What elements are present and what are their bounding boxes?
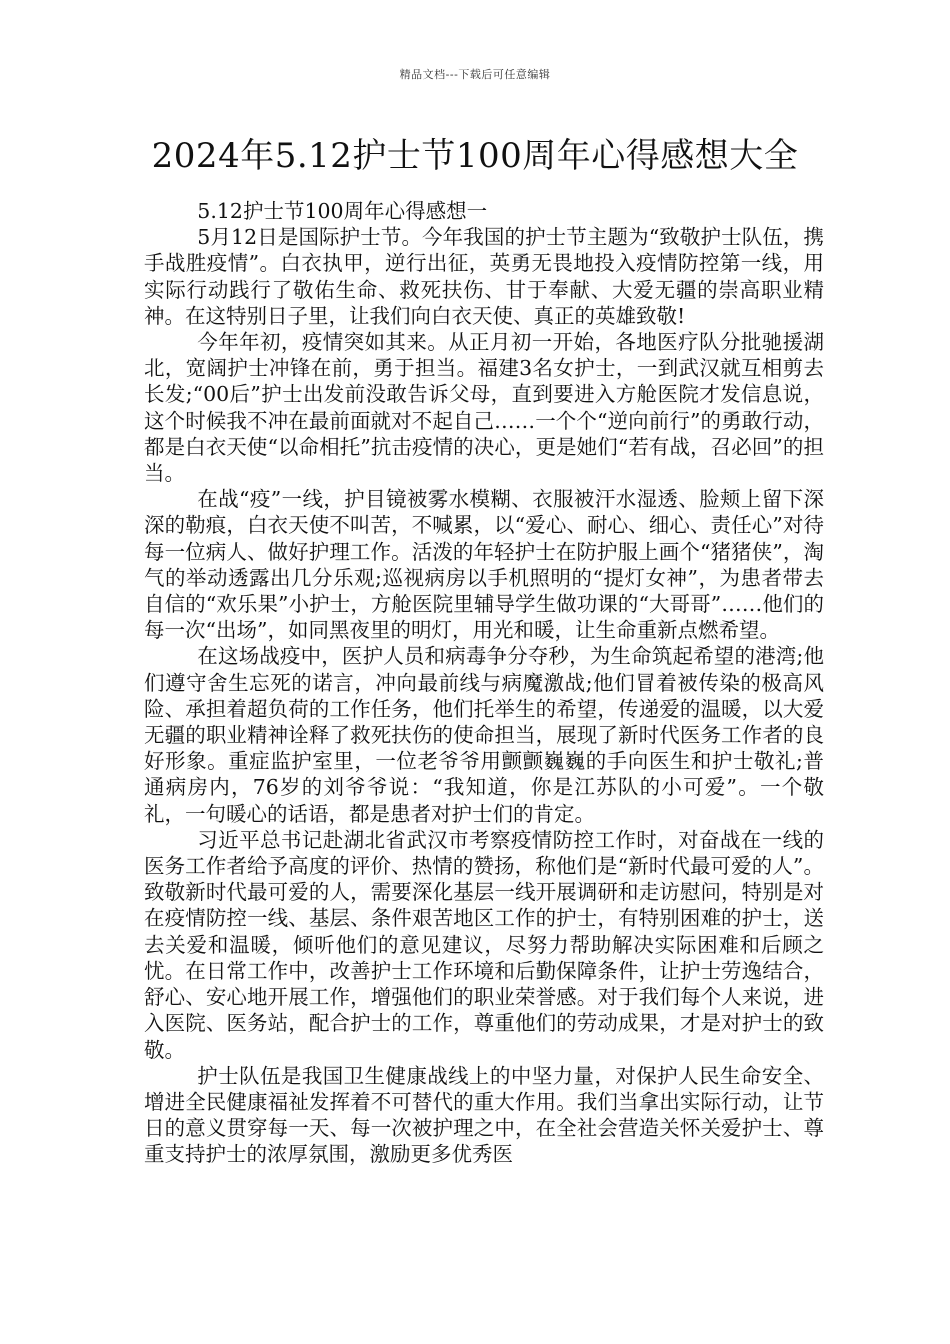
paragraph: 在这场战疫中，医护人员和病毒争分夺秒，为生命筑起希望的港湾;他们遵守舍生忘死的诺言，冲向最前线与病魔激战;他们冒着被传染的极高风险、承担着超负荷的工作任务，他们托举生的希望，传递爱的温暖，以大爱无疆的职业精神诠释了救死扶伤的使命担当，展现了新时代医务工作者的良好形象。重症监护室里，一位老爷爷用颤颤巍巍的手向医生和护士敬礼;普通病房内，76岁的刘爷爷说：“我知道，你是江苏队的小可爱”。一个敬礼，一句暖心的话语，都是患者对护士们的肯定。 bbox=[144, 644, 824, 826]
paragraph: 习近平总书记赴湖北省武汉市考察疫情防控工作时，对奋战在一线的医务工作者给予高度的评价、热情的赞扬，称他们是“新时代最可爱的人”。致敬新时代最可爱的人，需要深化基层一线开展调研和走访慰问，特别是对在疫情防控一线、基层、条件艰苦地区工作的护士，有特别困难的护士，送去关爱和温暖，倾听他们的意见建议，尽努力帮助解决实际困难和后顾之忧。在日常工作中，改善护士工作环境和后勤保障条件，让护士劳逸结合，舒心、安心地开展工作，增强他们的职业荣誉感。对于我们每个人来说，进入医院、医务站，配合护士的工作，尊重他们的劳动成果，才是对护士的致敬。 bbox=[144, 827, 824, 1062]
document-title: 2024年5.12护士节100周年心得感想大全 bbox=[151, 136, 799, 176]
document-body bbox=[144, 198, 824, 1168]
paragraph: 5月12日是国际护士节。今年我国的护士节主题为“致敬护士队伍，携手战胜疫情”。白衣执甲，逆行出征，英勇无畏地投入疫情防控第一线，用实际行动践行了敬佑生命、救死扶伤、甘于奉献、大爱无疆的崇高职业精神。在这特别日子里，让我们向白衣天使、真正的英雄致敬! bbox=[144, 225, 824, 328]
paragraph: 在战“疫”一线，护目镜被雾水模糊、衣服被汗水湿透、脸颊上留下深深的勒痕，白衣天使不叫苦，不喊累，以“爱心、耐心、细心、责任心”对待每一位病人、做好护理工作。活泼的年轻护士在防护服上画个“猪猪侠”，淘气的举动透露出几分乐观;巡视病房以手机照明的“提灯女神”，为患者带去自信的“欢乐果”小护士，方舱医院里辅导学生做功课的“大哥哥”……他们的每一次“出场”，如同黑夜里的明灯，用光和暖，让生命重新点燃希望。 bbox=[144, 487, 824, 643]
section-heading: 5.12护士节100周年心得感想一 bbox=[197, 199, 488, 223]
paragraph: 今年年初，疫情突如其来。从正月初一开始，各地医疗队分批驰援湖北，宽阔护士冲锋在前，勇于担当。福建3名女护士，一到武汉就互相剪去长发;“00后”护士出发前没敢告诉父母，直到要进入方舱医院才发信息说，这个时候我不冲在最前面就对不起自己……一个个“逆向前行”的勇敢行动，都是白衣天使“以命相托”抗击疫情的决心，更是她们“若有战，召必回”的担当。 bbox=[144, 330, 824, 486]
header-note: 精品文档---下载后可任意编辑 bbox=[399, 68, 551, 81]
paragraph: 护士队伍是我国卫生健康战线上的中坚力量，对保护人民生命安全、增进全民健康福祉发挥着不可替代的重大作用。我们当拿出实际行动，让节日的意义贯穿每一天、每一次被护理之中，在全社会营造关怀关爱护士、尊重支持护士的浓厚氛围，激励更多优秀医 bbox=[144, 1063, 824, 1167]
